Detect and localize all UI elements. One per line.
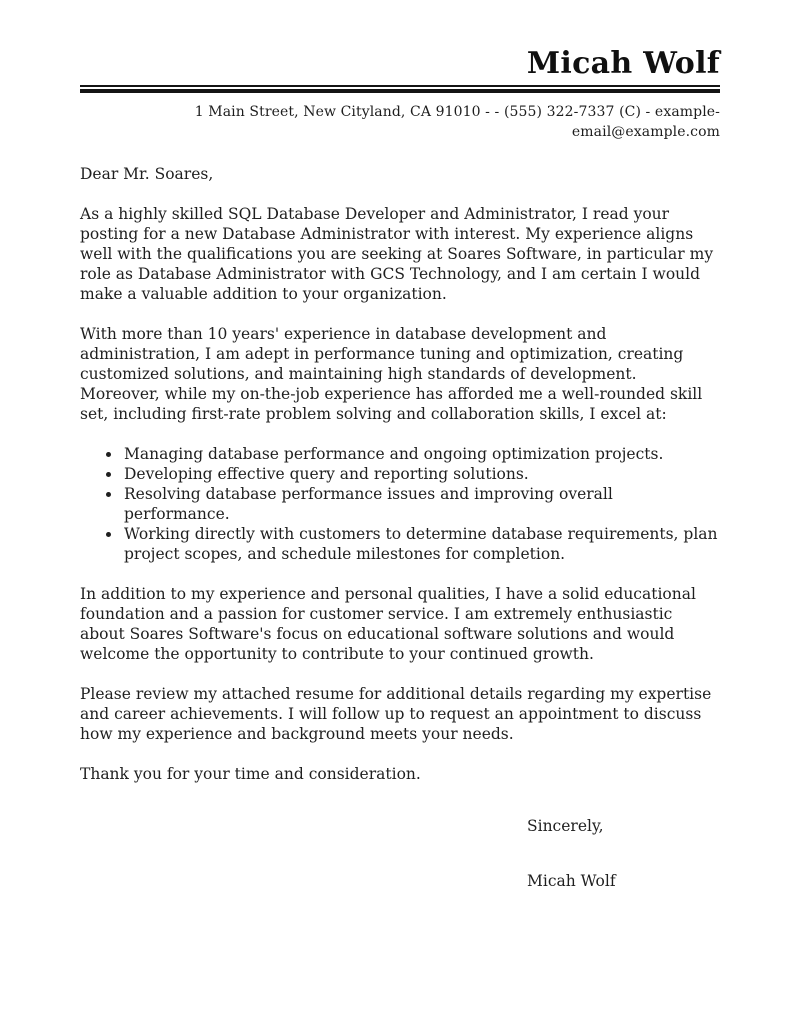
contact-info: 1 Main Street, New Cityland, CA 91010 - - (555) 322-7337 (C) - example-email@example.com — [194, 104, 720, 140]
paragraph-introduction: As a highly skilled SQL Database Developer and Administrator, I read your posting for a new Database Administrator with interest. My experience aligns well with the qualifications you are seeking at Soares Software, in particular my role as Database Administrator with GCS Technology, and I am certain I would make a valuable addition to your organization. — [80, 205, 714, 303]
paragraph-resume-followup: Please review my attached resume for additional details regarding my expertise and career achievements. I will follow up to request an appointment to discuss how my experience and background meets your needs. — [80, 685, 712, 743]
skills-list-item: • Resolving database performance issues and improving overall performance. — [122, 484, 720, 524]
paragraph-education: In addition to my experience and personal qualities, I have a solid educational foundation and a passion for customer service. I am extremely enthusiastic about Soares Software's focus on educational software solutions and would welcome the opportunity to contribute to your continued growth. — [80, 585, 696, 663]
valediction: Sincerely, — [527, 817, 604, 835]
signature-name: Micah Wolf — [527, 872, 616, 890]
skills-list — [80, 444, 720, 564]
paragraph-thanks: Thank you for your time and consideration. — [80, 765, 421, 783]
applicant-name: Micah Wolf — [526, 46, 720, 81]
paragraph-experience: With more than 10 years' experience in database development and administration, I am adept in performance tuning and optimization, creating customized solutions, and maintaining high standards of development. Moreover, while my on-the-job experience has afforded me a well-rounded skill set, including first-rate problem solving and collaboration skills, I excel at: — [80, 325, 703, 423]
closing-block — [527, 816, 720, 891]
skills-list-item: • Managing database performance and ongoing optimization projects. — [122, 444, 720, 464]
skills-list-item: • Working directly with customers to determine database requirements, plan project scopes, and schedule milestones for completion. — [122, 524, 720, 564]
letter-header — [80, 48, 720, 142]
skills-list-item: • Developing effective query and reporting solutions. — [122, 464, 720, 484]
salutation: Dear Mr. Soares, — [80, 165, 214, 183]
header-divider-rule — [80, 85, 720, 93]
letter-body — [80, 164, 720, 891]
